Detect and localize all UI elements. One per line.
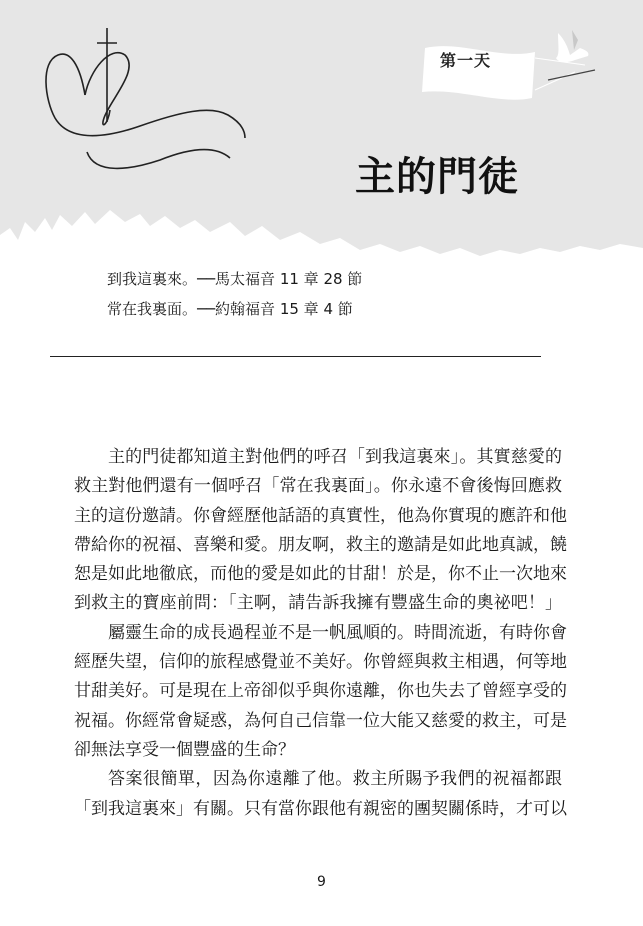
body-line: 主的門徒都知道主對他們的呼召「到我這裏來」。其實慈愛的 [108,447,562,467]
body-line: 甘甜美好。可是現在上帝卻似乎與你遠離，你也失去了曾經享受的 [74,681,567,702]
body-text [74,443,567,824]
body-line: 屬靈生命的成長過程並不是一帆風順的。時間流逝，有時你會 [108,622,567,643]
verse-line: 常在我裏面。──約翰福音 15 章 4 節 [107,300,353,318]
verse-line: 到我這裏來。──馬太福音 11 章 28 節 [107,270,363,288]
page-title: 主的門徒 [355,153,519,200]
body-line: 救主對他們還有一個呼召「常在我裏面」。你永遠不會後悔回應救 [74,476,562,497]
key-verses [107,264,362,324]
body-line: 到救主的寶座前問：「主啊，請告訴我擁有豐盛生命的奧祕吧！」 [74,593,562,614]
body-line: 主的這份邀請。你會經歷他話語的真實性，他為你實現的應許和他 [74,505,567,526]
body-line: 「到我這裏來」有關。只有當你跟他有親密的團契關係時，才可以 [74,798,567,819]
body-line: 卻無法享受一個豐盛的生命？ [74,739,295,760]
body-line: 祝福。你經常會疑惑，為何自己信靠一位大能又慈愛的救主，可是 [74,710,567,731]
divider [50,356,541,357]
body-line: 帶給你的祝福、喜樂和愛。朋友啊，救主的邀請是如此地真誠，饒 [74,534,567,555]
header-background [0,0,643,260]
page-number: 9 [317,874,326,890]
day-label: 第一天 [440,51,492,70]
body-line: 恕是如此地徹底，而他的愛是如此的甘甜！於是，你不止一次地來 [74,564,567,585]
body-line: 經歷失望，信仰的旅程感覺並不美好。你曾經與救主相遇，何等地 [74,652,567,673]
chapter-header [0,0,643,260]
body-line: 答案很簡單，因為你遠離了他。救主所賜予我們的祝福都跟 [108,769,562,790]
